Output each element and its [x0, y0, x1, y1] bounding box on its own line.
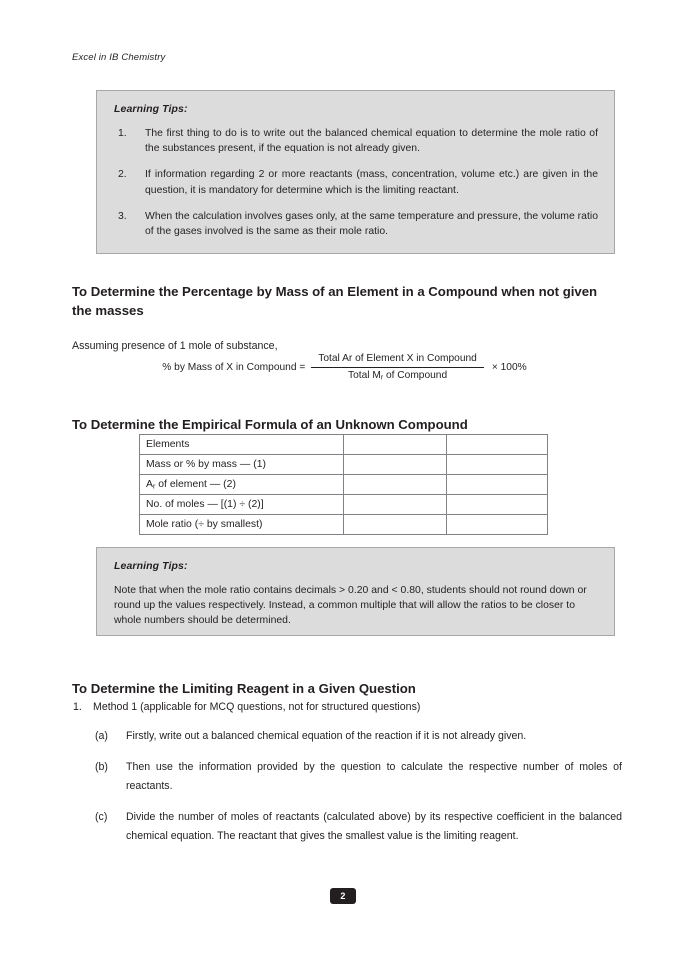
list-item-text: When the calculation involves gases only, at the same temperature and pressure, the volume ratio of the gases involved is the same as their mole ratio.	[145, 210, 598, 238]
page-number-badge: 2	[330, 888, 356, 904]
table-row	[140, 515, 548, 535]
table-cell-value[interactable]	[344, 435, 447, 455]
cell-label-text: Elements	[146, 439, 190, 450]
table-cell-value[interactable]	[344, 495, 447, 515]
denominator-suffix: of Compound	[383, 369, 448, 381]
learning-tips-box-2	[96, 547, 615, 636]
section-heading-empirical-formula: To Determine the Empirical Formula of an Unknown Compound	[72, 416, 468, 432]
learning-tips-paragraph: Note that when the mole ratio contains decimals > 0.20 and < 0.80, students should not round down or round up the values respectively. Instead, a common multiple that will allow the ratios to be closer to whole numbers should be determined.	[114, 585, 587, 627]
list-item-text: The first thing to do is to write out the balanced chemical equation to determine the mole ratio of the substances present, if the equation is not already given.	[145, 128, 598, 155]
percentage-by-mass-formula	[72, 352, 617, 382]
table-cell-label	[140, 495, 344, 515]
table-cell-label	[140, 455, 344, 475]
section-heading-limiting-reagent: To Determine the Limiting Reagent in a Given Question	[72, 680, 416, 696]
formula-denominator	[341, 368, 454, 383]
list-marker: 1.	[118, 128, 127, 139]
list-item-text: Divide the number of moles of reactants (calculated above) by its respective coefficient in the balanced chemical equation. The reactant that gives the smallest value is the limiting reagent.	[126, 811, 622, 843]
list-item	[93, 758, 622, 796]
cell-label-text: No. of moles — [(1) ÷ (2)]	[146, 499, 264, 510]
limiting-reagent-method-list	[72, 700, 622, 846]
list-marker: (b)	[95, 761, 108, 774]
denominator-subscript: r	[380, 374, 384, 382]
denominator-prefix: Total M	[347, 369, 381, 381]
cell-label-text: Mole ratio (÷ by smallest)	[146, 519, 263, 530]
table-row	[140, 495, 548, 515]
formula-right-hand-side: × 100%	[491, 361, 527, 373]
section-heading-percentage-by-mass: To Determine the Percentage by Mass of an Element in a Compound when not given the masses	[72, 283, 598, 318]
table-cell-value[interactable]	[447, 495, 548, 515]
list-item-text: Method 1 (applicable for MCQ questions, not for structured questions)	[93, 701, 421, 713]
table-cell-value[interactable]	[344, 515, 447, 535]
cell-label-suffix: of element — (2)	[155, 479, 236, 490]
learning-tips-title: Learning Tips:	[114, 103, 188, 115]
list-marker: 3.	[118, 210, 127, 222]
table-cell-value[interactable]	[344, 475, 447, 495]
table-row	[140, 435, 548, 455]
list-marker: (a)	[95, 730, 108, 743]
list-item	[93, 808, 622, 846]
empirical-formula-table	[139, 434, 548, 535]
table-row	[140, 455, 548, 475]
list-item-text: Then use the information provided by the question to calculate the respective number of moles of reactants.	[126, 761, 622, 793]
cell-label-subscript: r	[152, 483, 156, 491]
table-cell-label	[140, 475, 344, 495]
list-marker: 2.	[118, 169, 127, 181]
list-item	[72, 700, 622, 846]
list-item	[114, 167, 598, 197]
assuming-presence-text: Assuming presence of 1 mole of substance,	[72, 339, 278, 352]
list-marker: (c)	[95, 811, 108, 824]
list-item	[93, 727, 622, 746]
table-cell-label	[140, 515, 344, 535]
table-row	[140, 475, 548, 495]
formula-left-hand-side: % by Mass of X in Compound =	[162, 361, 306, 373]
list-marker: 1.	[73, 701, 82, 713]
table-cell-label	[140, 435, 344, 455]
learning-tips-title: Learning Tips:	[114, 560, 188, 572]
method-sub-list	[93, 727, 622, 846]
formula-numerator: Total Ar of Element X in Compound	[318, 353, 477, 364]
list-item	[114, 126, 598, 156]
learning-tips-list-1	[114, 126, 598, 239]
table-cell-value[interactable]	[447, 455, 548, 475]
table-cell-value[interactable]	[447, 475, 548, 495]
list-item-text: If information regarding 2 or more reactants (mass, concentration, volume etc.) are given in the question, it is mandatory for determine which is the limiting reactant.	[145, 169, 598, 196]
table-cell-value[interactable]	[447, 435, 548, 455]
cell-label-text: A	[146, 479, 153, 490]
table-cell-value[interactable]	[344, 455, 447, 475]
list-item-text: Firstly, write out a balanced chemical equation of the reaction if it is not already given.	[126, 730, 527, 743]
learning-tips-box-1	[96, 90, 615, 254]
table-cell-value[interactable]	[447, 515, 548, 535]
running-header: Excel in IB Chemistry	[72, 52, 166, 63]
cell-label-text: Mass or % by mass — (1)	[146, 459, 266, 470]
list-item	[114, 209, 598, 239]
formula-fraction	[311, 352, 484, 382]
